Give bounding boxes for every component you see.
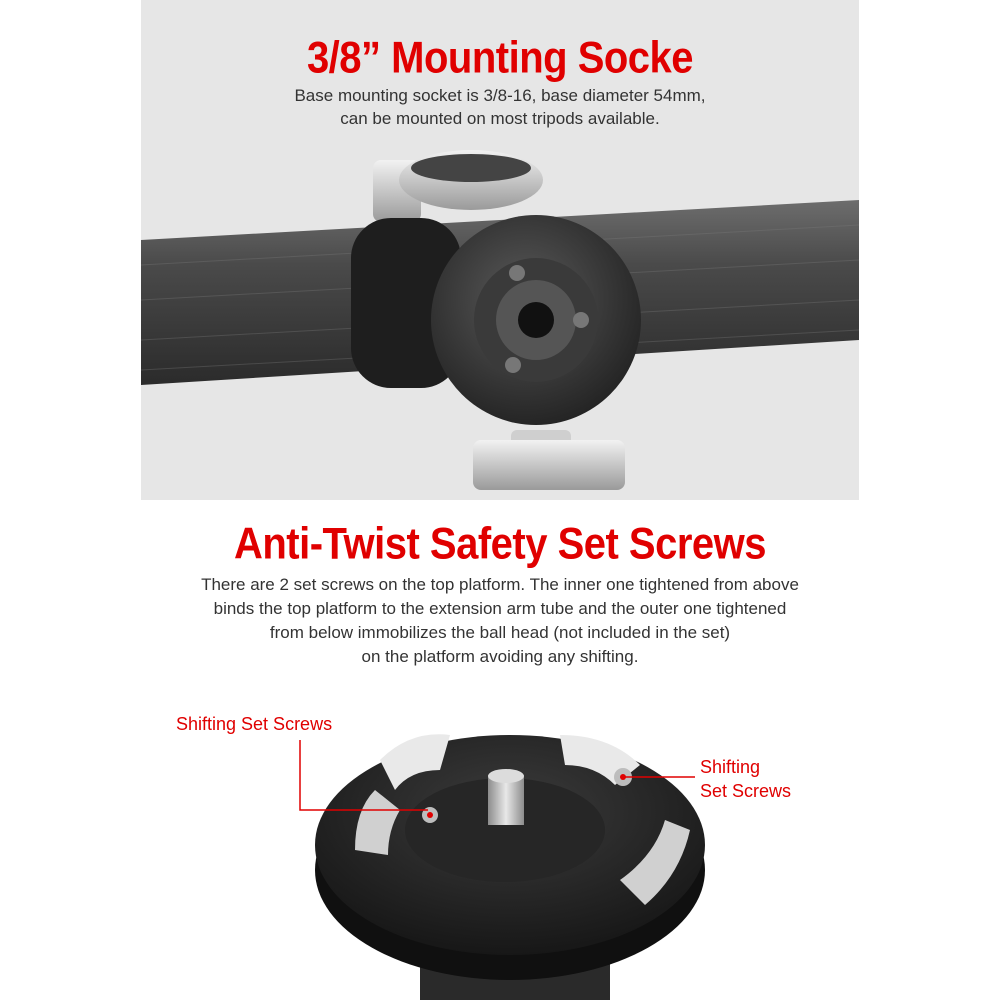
callout-left-label: Shifting Set Screws [176,714,333,734]
base-screw [509,265,525,281]
base-screw [573,312,589,328]
mounting-socket-title: 3/8” Mounting Socke [306,33,694,83]
callout-line: Shifting [700,757,761,777]
socket-hole [518,302,554,338]
bottom-lever [473,440,625,490]
callout-line: Set Screws [700,781,792,801]
callout-right-label [700,755,791,803]
description-line: binds the top platform to the extension arm tube and the outer one tightened [213,599,787,618]
description-line: on the platform avoiding any shifting. [361,647,639,666]
set-screws-description [0,573,1000,669]
mounting-socket-photo [141,140,859,500]
base-screw [505,357,521,373]
description-line: Base mounting socket is 3/8-16, base diameter 54mm, [294,86,706,105]
mounting-socket-description [141,84,859,130]
set-screws-photo [260,680,760,1000]
set-screws-title: Anti-Twist Safety Set Screws [233,519,767,569]
description-line: from below immobilizes the ball head (not included in the set) [269,623,731,642]
mounting-socket-panel [141,0,859,500]
description-line: can be mounted on most tripods available. [340,109,660,128]
description-line: There are 2 set screws on the top platform. The inner one tightened from above [201,575,799,594]
